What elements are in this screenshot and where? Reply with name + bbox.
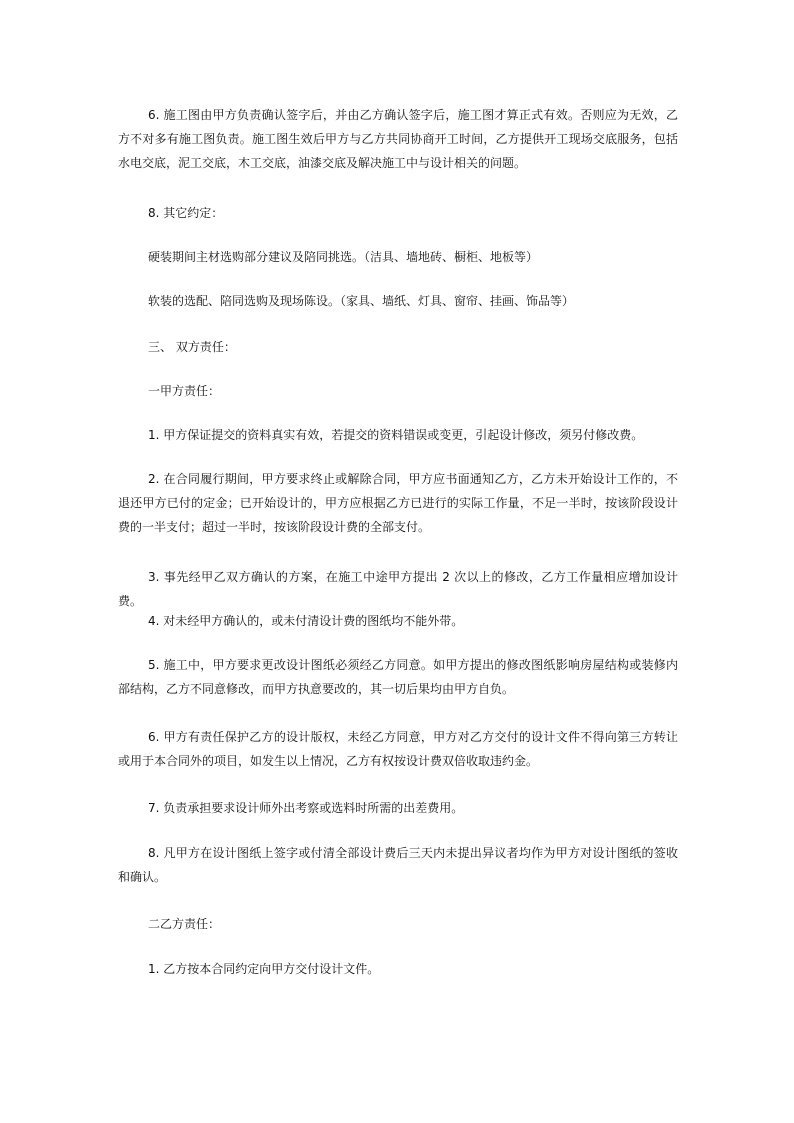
party-a-item-6: 6. 甲方有责任保护乙方的设计版权，未经乙方同意，甲方对乙方交付的设计文件不得向第三方转让或用于本合同外的项目，如发生以上情况，乙方有权按设计费双倍收取违约金。 [118,730,678,768]
party-a-item-7: 7. 负责承担要求设计师外出考察或选料时所需的出差费用。 [148,801,464,815]
hard-decoration-materials-item: 硬装期间主材选购部分建议及陪同挑选。（洁具、墙地砖、橱柜、地板等） [148,250,539,264]
clause-6-construction-drawings: 6. 施工图由甲方负责确认签字后，并由乙方确认签字后，施工图才算正式有效。否则应为无效，乙方不对多有施工图负责。施工图生效后甲方与乙方共同协商开工时间，乙方提供开工现场交底服务，包括水电交底，泥工交底，木工交底，油漆交底及解决施工中与设计相关的问题。 [118,108,678,170]
party-a-item-8: 8. 凡甲方在设计图纸上签字或付清全部设计费后三天内未提出异议者均作为甲方对设计图纸的签收和确认。 [118,846,678,884]
party-a-item-2: 2. 在合同履行期间，甲方要求终止或解除合同，甲方应书面通知乙方，乙方未开始设计工作的，不退还甲方已付的定金；已开始设计的，甲方应根据乙方已进行的实际工作量，不足一半时，按该阶段设计费的一半支付；超过一半时，按该阶段设计费的全部支付。 [118,472,678,534]
party-a-item-5: 5. 施工中，甲方要求更改设计图纸必须经乙方同意。如甲方提出的修改图纸影响房屋结构或装修内部结构，乙方不同意修改，而甲方执意要改的，其一切后果均由甲方自负。 [118,658,678,696]
clause-8-other-agreements-heading: 8. 其它约定： [148,206,224,220]
party-a-item-1: 1. 甲方保证提交的资料真实有效，若提交的资料错误或变更，引起设计修改，须另付修改费。 [148,428,644,442]
party-b-responsibilities-heading: 二乙方责任： [148,917,221,931]
section-3-responsibilities-heading: 三、 双方责任： [148,340,236,354]
party-a-responsibilities-heading: 一甲方责任： [148,384,221,398]
party-a-item-3: 3. 事先经甲乙双方确认的方案，在施工中途甲方提出 2 次以上的修改，乙方工作量相应增加设计费。 [118,570,678,608]
party-b-item-1: 1. 乙方按本合同约定向甲方交付设计文件。 [148,962,380,976]
soft-decoration-selection-item: 软装的选配、陪同选购及现场陈设。（家具、墙纸、灯具、窗帘、挂画、饰品等） [148,294,575,308]
party-a-item-4: 4. 对未经甲方确认的，或未付清设计费的图纸均不能外带。 [148,614,464,628]
